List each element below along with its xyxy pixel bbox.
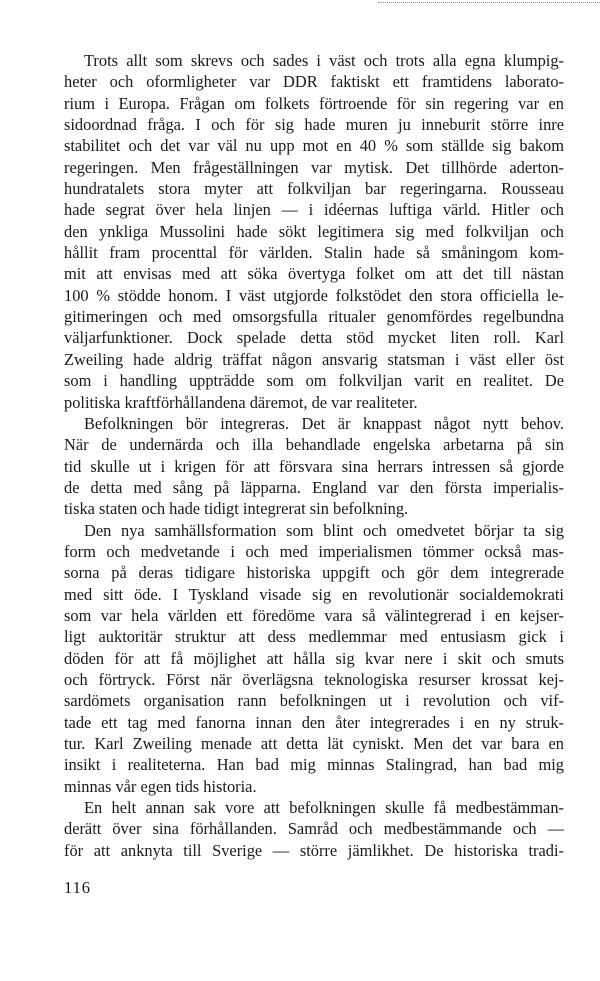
text-line-paragraph-2-end: tiska staten och hade tidigt integrerat sin befolkning.: [64, 499, 409, 519]
text-line: den ynkliga Mussolini hade sökt legitimera sig med folkviljan och: [64, 221, 564, 241]
top-edge-rule: [378, 2, 600, 3]
text-line: som var hela världen ett föredöme vara så välintegrerad i en kejser-: [64, 605, 564, 625]
text-line: sardömets organisation rann befolkningen ut i revolution och vif-: [64, 691, 564, 711]
text-line: När de undernärda och illa behandlade engelska arbetarna på sin: [64, 435, 564, 455]
text-line: rium i Europa. Frågan om folkets förtroende för sin regering var en: [64, 93, 564, 113]
text-line-paragraph-1-start: Trots allt som skrevs och sades i väst och trots alla egna klumpig-: [84, 51, 564, 70]
text-line: de detta med sång på läpparna. England var den första imperialis-: [64, 477, 564, 497]
text-line: form och medvetande i och med imperialismen tömmer också mas-: [64, 541, 564, 561]
text-line: tur. Karl Zweiling menade att detta lät cyniskt. Men det var bara en: [64, 734, 564, 753]
text-line: insikt i realiteterna. Han bad mig minnas Stalingrad, han bad mig: [64, 755, 564, 775]
text-line: för att anknyta till Sverige — större jämlikhet. De historiska tradi-: [64, 840, 564, 860]
text-line: tade ett tag med fanorna innan den åter integrerades i en ny struk-: [64, 712, 564, 732]
body-text: [64, 50, 564, 861]
text-line: gitimeringen och med omsorgsfulla ritualer genomfördes regelbundna: [64, 307, 564, 327]
text-line: 100 % stödde honom. I väst utgjorde folkstödet den stora officiella le-: [64, 285, 564, 305]
text-line: hundratalets stora myter att folkviljan bar regeringarna. Rousseau: [64, 179, 564, 199]
text-line: hållit fram procenttal för världen. Stalin hade så småningom kom-: [64, 243, 564, 263]
text-line: stabilitet och det var väl nu upp mot en 40 % som ställde sig bakom: [64, 136, 564, 156]
text-line-paragraph-4-start: En helt annan sak vore att befolkningen skulle få medbestämman-: [84, 798, 564, 818]
text-line: ligt auktoritär struktur att dess medlemmar med entusiasm gick i: [64, 627, 564, 647]
text-line: och förtryck. Först när överlägsna teknologiska resurser krossat kej-: [64, 669, 564, 689]
text-line-paragraph-1-end: politiska kraftförhållandena däremot, de var realiteter.: [64, 392, 418, 412]
text-line: med sitt öde. I Tyskland visade sig en revolutionär socialdemokrati: [64, 584, 564, 604]
text-line: sorna på deras tidigare historiska uppgift och gör dem integrerade: [64, 563, 564, 583]
text-line: väljarfunktioner. Dock spelade detta stöd mycket liten roll. Karl: [64, 328, 564, 348]
text-line: hade segrat över hela linjen — i idéernas luftiga värld. Hitler och: [64, 200, 564, 220]
text-line: heter och oformligheter var DDR faktiskt ett framtidens laborato-: [64, 72, 564, 92]
text-line: som i handling uppträdde som om folkviljan varit en realitet. De: [64, 371, 564, 391]
text-line-paragraph-3-end: minnas vår egen tids historia.: [64, 776, 257, 796]
text-line: Zweiling hade aldrig träffat någon ansvarig statsman i väst eller öst: [64, 349, 564, 369]
text-line: tid skulle ut i krigen för att försvara sina herrars intressen så gjorde: [64, 456, 564, 476]
text-line: regeringen. Men frågeställningen var mytisk. Det tillhörde aderton-: [64, 157, 564, 177]
text-line: döden för att få möjlighet att hålla sig kvar nere i skit och smuts: [64, 648, 564, 668]
text-line: sidoordnad fråga. I och för sig hade muren ju inneburit större inre: [64, 115, 564, 135]
page-number: 116: [64, 878, 91, 897]
text-line: mit att envisas med att söka övertyga folket om att det till nästan: [64, 264, 564, 284]
text-line-paragraph-3-start: Den nya samhällsformation som blint och omedvetet börjar ta sig: [84, 520, 564, 540]
text-line: derätt över sina förhållanden. Samråd och medbestämmande och —: [64, 819, 564, 839]
text-line-paragraph-2-start: Befolkningen bör integreras. Det är knappast något nytt behov.: [84, 413, 564, 433]
